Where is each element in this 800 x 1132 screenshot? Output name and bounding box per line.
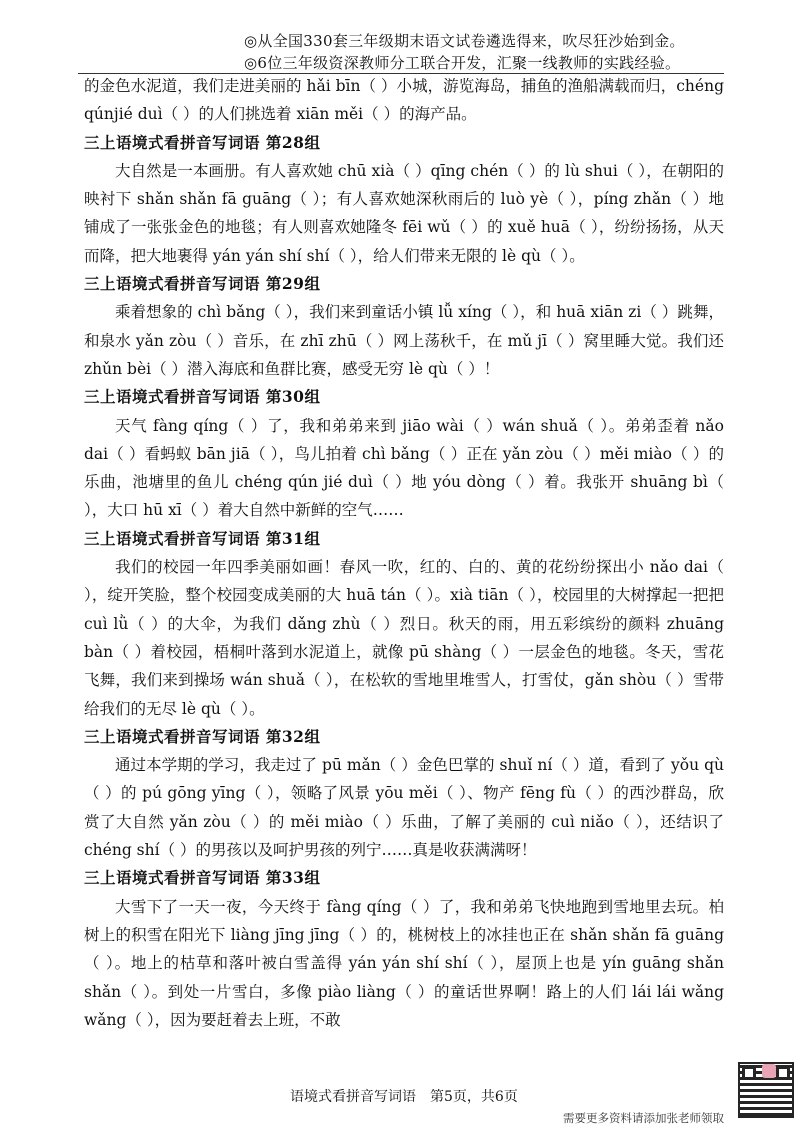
section-title-28: 三上语境式看拼音写词语 第28组: [84, 132, 321, 152]
section-title-30: 三上语境式看拼音写词语 第30组: [84, 387, 321, 407]
exercise-paragraph-33: 大雪下了一天一夜，今天终于 fàng qíng（ ）了，我和弟弟飞快地跑到雪地里去玩。柏树上的积雪在阳光下 liàng jīng jīng（ ）的，桃树枝上的冰挂也正在 shǎn shǎn fā guāng（ ）。地上的枯草和落叶被白雪盖得 yán yán shí shí（ ），屋顶上也是 yín guāng shǎn shǎn（ ）。到处一片雪白，多像 piào liàng（ ）的童话世界啊！路上的人们 lái lái wǎng wǎng（ ），因为要赶着去上班，不敢: [84, 897, 724, 1029]
page-number-label: 语境式看拼音写词语 第5页，共6页: [290, 1089, 518, 1105]
worksheet-body: [84, 72, 724, 1034]
exercise-paragraph-32: 通过本学期的学习，我走过了 pū mǎn（ ）金色巴掌的 shuǐ ní（ ）道，看到了 yǒu qù（ ）的 pú gōng yīng（ ），领略了风景 yōu měi（ ）、物产 fēng fù（ ）的西沙群岛，欣赏了大自然 yǎn zòu（ ）的 měi miào（ ）乐曲，了解了美丽的 cuì niǎo（ ），还结识了 chéng shí（ ）的男孩以及呵护男孩的列宁……真是收获满满呀！: [84, 756, 724, 860]
exercise-paragraph-28: 大自然是一本画册。有人喜欢她 chū xià（ ）qīng chén（ ）的 lù shui（ ），在朝阳的映衬下 shǎn shǎn fā guāng（ ）；有人喜欢她深秋雨后的 luò yè（ ），píng zhǎn（ ）地铺成了一张张金色的地毯；有人则喜欢她隆冬 fēi wǔ（ ）的 xuě huā（ ），纷纷扬扬，从天而降，把大地裹得 yán yán shí shí（ ），给人们带来无限的 lè qù（ ）。: [84, 161, 724, 265]
header-line-2: ◎6位三年级资深教师分工联合开发，汇聚一线教师的实践经验。: [244, 54, 681, 72]
section-title-33: 三上语境式看拼音写词语 第33组: [84, 868, 321, 888]
section-title-31: 三上语境式看拼音写词语 第31组: [84, 528, 321, 548]
avatar: [762, 1064, 776, 1078]
exercise-paragraph-31: 我们的校园一年四季美丽如画！春风一吹，红的、白的、黄的花纷纷探出小 nǎo dai（ ），绽开笑脸，整个校园变成美丽的大 huā tán（ ）。xià tiān（ ），校园里的大树撑起一把把 cuì lǜ（ ）的大伞，为我们 dǎng zhù（ ）烈日。秋天的雨，用五彩缤纷的颜料 zhuāng bàn（ ）着校园，梧桐叶落到水泥道上，就像 pū shàng（ ）一层金色的地毯。冬天，雪花飞舞，我们来到操场 wán shuǎ（ ），在松软的雪地里堆雪人，打雪仗，gǎn shòu（ ）雪带给我们的无尽 lè qù（ ）。: [84, 558, 725, 718]
section-title-29: 三上语境式看拼音写词语 第29组: [84, 274, 321, 294]
section-title-32: 三上语境式看拼音写词语 第32组: [84, 726, 321, 746]
exercise-paragraph-30: 天气 fàng qíng（ ）了，我和弟弟来到 jiāo wài（ ）wán shuǎ（ ）。弟弟歪着 nǎo dai（ ）看蚂蚁 bān jiā（ ），鸟儿拍着 chì bǎng（ ）正在 yǎn zòu（ ）měi miào（ ）的乐曲，池塘里的鱼儿 chéng qún jié duì（ ）地 yóu dòng（ ）着。我张开 shuāng bì（ ），大口 hū xī（ ）着大自然中新鲜的空气……: [84, 416, 724, 520]
exercise-paragraph-29: 乘着想象的 chì bǎng（ ），我们来到童话小镇 lǚ xíng（ ），和 huā xiān zi（ ）跳舞，和泉水 yǎn zòu（ ）音乐，在 zhī zhū（ ）网上荡秋千，在 mǔ jī（ ）窝里睡大觉。我们还 zhǔn bèi（ ）潜入海底和鱼群比赛，感受无穷 lè qù（ ）！: [84, 303, 724, 378]
footnote: 需要更多资料请添加张老师领取: [563, 1111, 724, 1125]
header-line-1: ◎从全国330套三年级期末语文试卷遴选得来，吹尽狂沙始到金。: [244, 32, 685, 50]
continued-paragraph: 的金色水泥道，我们走进美丽的 hǎi bīn（ ）小城，游览海岛，捕鱼的渔船满载而归，chéng qúnjié duì（ ）的人们挑选着 xiān měi（ ）的海产品。: [84, 77, 724, 124]
